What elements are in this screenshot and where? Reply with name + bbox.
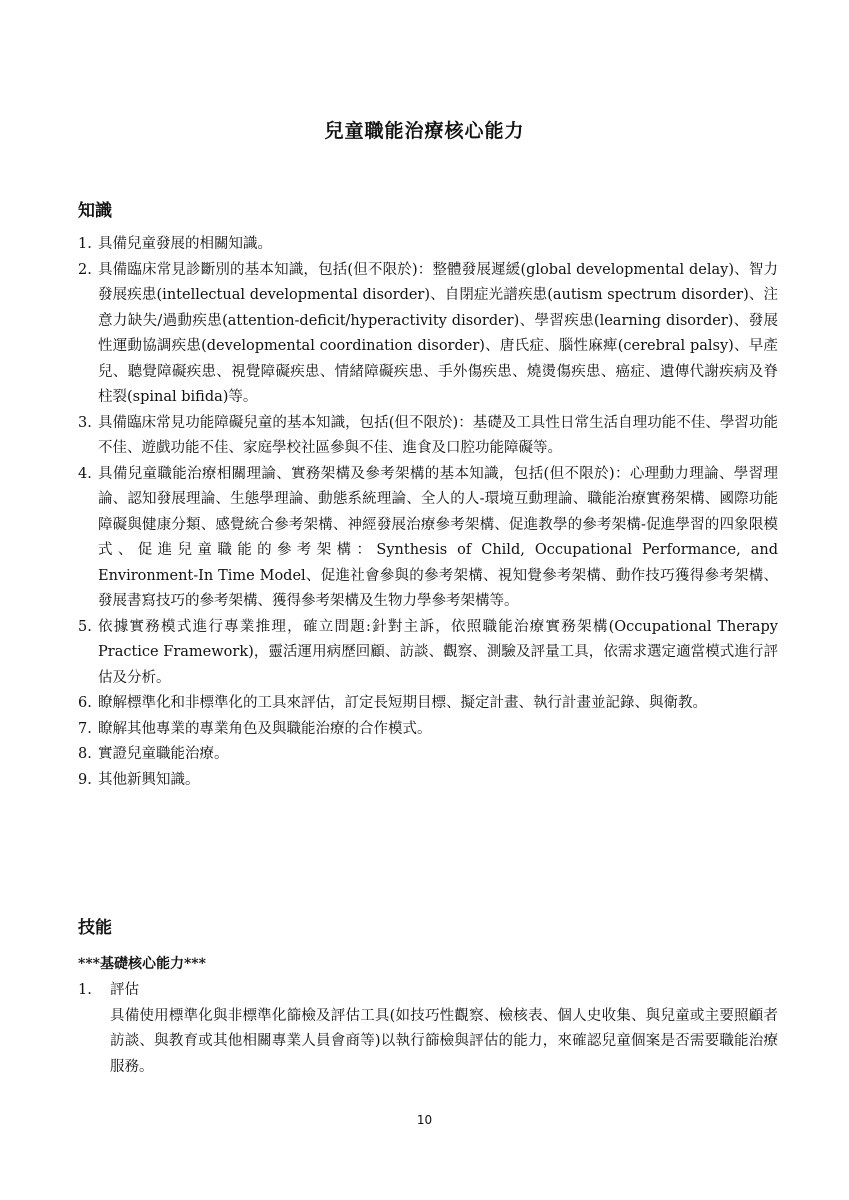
list-item [78, 742, 778, 768]
item-number: 1. [78, 236, 92, 252]
item-text: 依據實務模式進行專業推理，確立問題:針對主訴，依照職能治療實務架構(Occupational Therapy Practice Framework)，靈活運用病歷回顧、訪談、觀察、測驗及評量工具，依需求選定適當模式進行評估及分析。 [98, 618, 778, 686]
item-text: 具備兒童發展的相關知識。 [98, 236, 272, 252]
item-text: 具備臨床常見功能障礙兒童的基本知識，包括(但不限於)：基礎及工具性日常生活自理功能不佳、學習功能不佳、遊戲功能不佳、家庭學校社區參與不佳、進食及口腔功能障礙等。 [98, 414, 778, 456]
item-number: 3. [78, 414, 92, 431]
list-item [78, 462, 778, 615]
page-number: 10 [416, 1113, 433, 1127]
list-item [78, 258, 778, 411]
list-item [78, 232, 778, 258]
item-number: 6. [78, 695, 92, 711]
skills-item [78, 978, 778, 1080]
item-text: 其他新興知識。 [98, 771, 200, 788]
list-item [78, 615, 778, 692]
list-item [78, 411, 778, 462]
item-number: 8. [78, 746, 92, 762]
list-item [78, 717, 778, 743]
item-number: 2. [78, 261, 92, 278]
list-item [78, 768, 778, 794]
item-description: 具備使用標準化與非標準化篩檢及評估工具(如技巧性觀察、檢核表、個人史收集、與兒童或主要照顧者訪談、與教育或其他相關專業人員會商等)以執行篩檢與評估的能力，來確認兒童個案是否需要職能治療服務。 [110, 1007, 778, 1075]
item-number: 9. [78, 771, 92, 788]
item-text: 具備臨床常見診斷別的基本知識，包括(但不限於)：整體發展遲緩(global developmental delay)、智力發展疾患(intellectual developmental disorder)、自閉症光譜疾患(autism spectrum disorder)、注意力缺失/過動疾患(attention-deficit/hyperactivity disorder)、學習疾患(learning disorder)、發展性運動協調疾患(developmental coordination disorder)、唐氏症、腦性麻痺(cerebral palsy)、早產兒、聽覺障礙疾患、視覺障礙疾患、情緒障礙疾患、手外傷疾患、燒燙傷疾患、癌症、遺傳代謝疾病及脊柱裂(spinal bifida)等。 [98, 261, 778, 405]
item-text: 實證兒童職能治療。 [98, 746, 229, 762]
list-item [78, 691, 778, 717]
page-title: 兒童職能治療核心能力 [324, 120, 525, 142]
item-number: 4. [78, 465, 92, 482]
core-competency-heading: ***基礎核心能力*** [78, 956, 206, 972]
item-title: 評估 [110, 982, 139, 998]
knowledge-list [78, 232, 778, 793]
item-number: 5. [78, 618, 92, 635]
section-heading-skills: 技能 [78, 918, 112, 938]
item-number: 1. [78, 982, 92, 998]
item-text: 具備兒童職能治療相關理論、實務架構及參考架構的基本知識，包括(但不限於)：心理動力理論、學習理論、認知發展理論、生態學理論、動態系統理論、全人的人-環境互動理論、職能治療實務架構、國際功能障礙與健康分類、感覺統合參考架構、神經發展治療參考架構、促進教學的參考架構-促進學習的四象限模式、促進兒童職能的參考架構：Synthesis of Child, Occupational Performance, and Environment-In Time Model、促進社會參與的參考架構、視知覺參考架構、動作技巧獲得參考架構、發展書寫技巧的參考架構、獲得參考架構及生物力學參考架構等。 [98, 465, 778, 609]
item-number: 7. [78, 720, 92, 737]
item-text: 瞭解其他專業的專業角色及與職能治療的合作模式。 [98, 720, 432, 737]
section-heading-knowledge: 知識 [78, 201, 112, 221]
item-text: 瞭解標準化和非標準化的工具來評估，訂定長短期目標、擬定計畫、執行計畫並記錄、與衛教。 [98, 695, 707, 711]
